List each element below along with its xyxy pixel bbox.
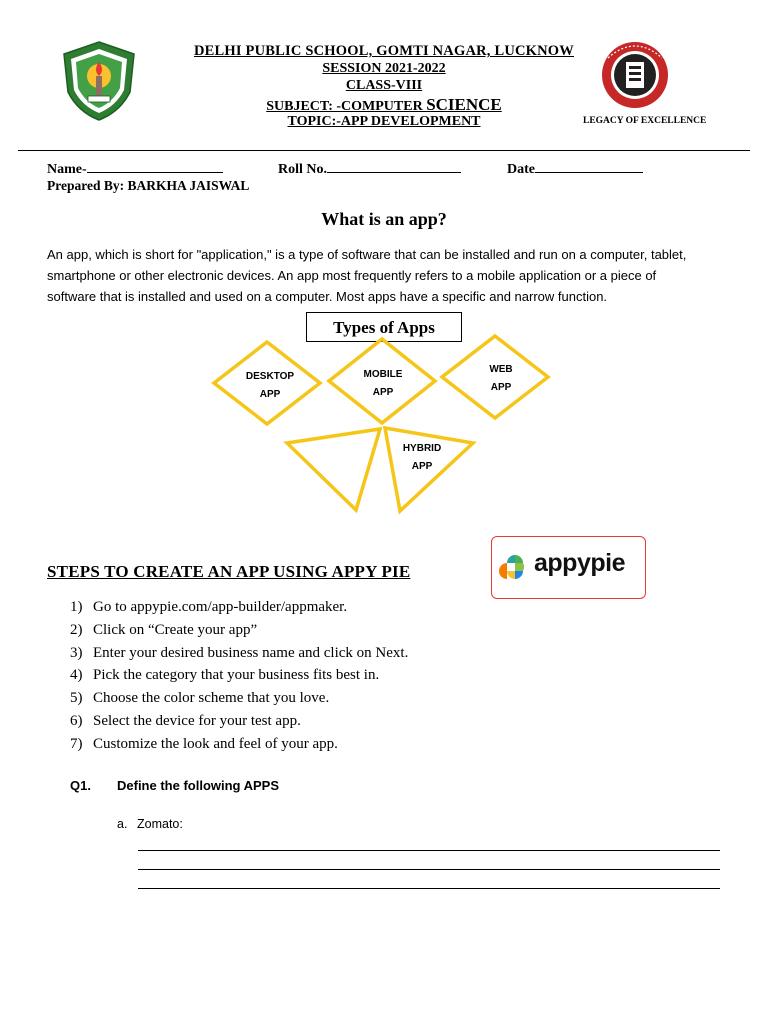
list-item: 3) Enter your desired business name and click on Next. xyxy=(70,644,409,661)
steps-list xyxy=(70,596,408,756)
school-name: DELHI PUBLIC SCHOOL, GOMTI NAGAR, LUCKNOW xyxy=(193,43,574,59)
topic: TOPIC:-APP DEVELOPMENT xyxy=(287,114,481,129)
subject-prefix: SUBJECT: -COMPUTER xyxy=(266,99,427,114)
intro-paragraph: An app, which is short for "application," is a type of software that can be installed and run on a computer, tablet, smartphone or other electronic devices. An app most frequently refers to a mobile application or a piece of software that is installed and used on a computer. Most apps have a specific and narrow function. xyxy=(47,247,687,304)
name-label: Name- xyxy=(47,162,87,177)
hybrid-left-triangle xyxy=(287,429,380,510)
list-item: 2) Click on “Create your app” xyxy=(70,621,258,638)
list-item: 6) Select the device for your test app. xyxy=(70,712,301,729)
appypie-logo xyxy=(491,536,646,599)
session: SESSION 2021-2022 xyxy=(322,61,446,76)
types-of-apps-title: Types of Apps xyxy=(306,312,462,342)
question-1a xyxy=(117,817,183,831)
web-app-label: WEB APP xyxy=(489,364,513,393)
sub-question-label: a. xyxy=(117,817,128,831)
list-item: 4) Pick the category that your business fits best in. xyxy=(70,667,380,684)
question-text: Define the following APPS xyxy=(117,778,280,793)
appypie-wordmark: appypie xyxy=(534,549,625,577)
list-item: 1) Go to appypie.com/app-builder/appmaker. xyxy=(70,599,348,615)
roll-label: Roll No. xyxy=(278,162,327,177)
date-label: Date xyxy=(507,162,535,177)
answer-line xyxy=(138,888,720,889)
desktop-app-label: DESKTOP APP xyxy=(245,371,295,400)
prepared-by: Prepared By: BARKHA JAISWAL xyxy=(47,178,250,193)
question-1 xyxy=(70,778,279,793)
mobile-app-label: MOBILE APP xyxy=(363,369,403,398)
appypie-mark-icon xyxy=(498,553,532,585)
question-number: Q1. xyxy=(70,778,91,793)
sub-question-text: Zomato: xyxy=(137,817,183,831)
list-item: 5) Choose the color scheme that you love. xyxy=(70,690,330,707)
list-item: 7) Customize the look and feel of your app. xyxy=(70,735,338,752)
class: CLASS-VIII xyxy=(345,78,423,93)
answer-line xyxy=(138,850,720,851)
subject-emph: SCIENCE xyxy=(426,95,502,114)
section-title-what-is-app: What is an app? xyxy=(321,209,447,229)
hybrid-app-label: HYBRID APP xyxy=(402,443,442,472)
group-logo-tagline: LEGACY OF EXCELLENCE xyxy=(583,116,707,126)
answer-line xyxy=(138,869,720,870)
steps-title: STEPS TO CREATE AN APP USING APPY PIE xyxy=(47,562,411,581)
